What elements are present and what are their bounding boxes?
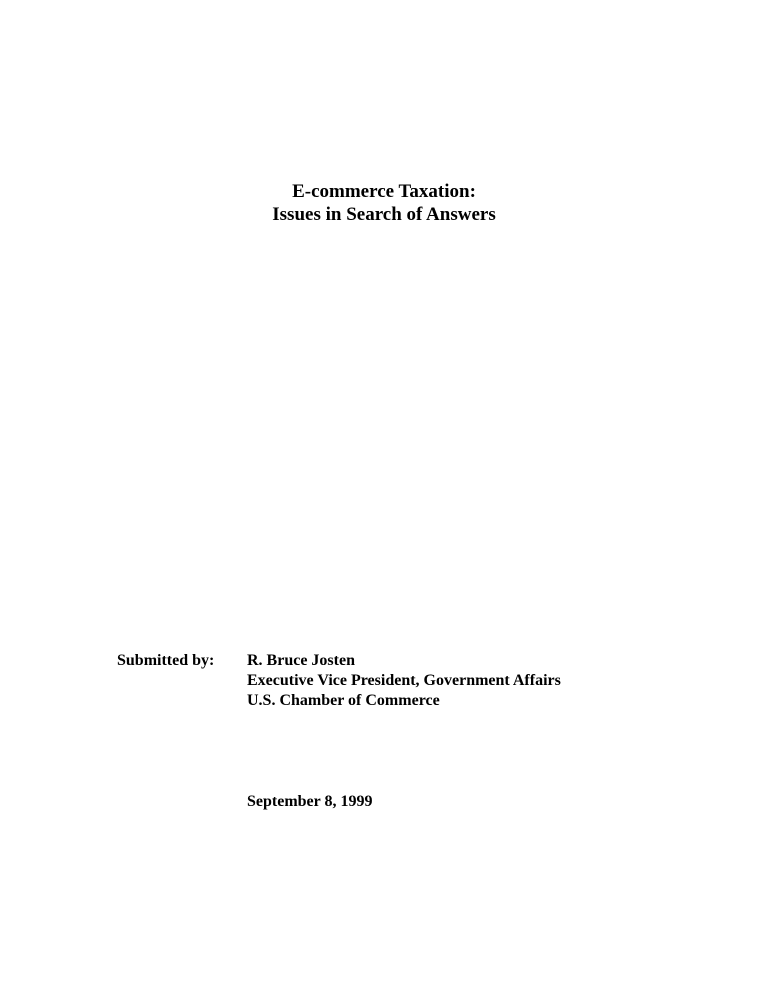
title-line-1: E-commerce Taxation: xyxy=(292,181,476,202)
submitted-by-label: Submitted by: xyxy=(117,652,215,669)
submitter-position: Executive Vice President, Government Affairs xyxy=(247,672,561,689)
title-line-2: Issues in Search of Answers xyxy=(272,204,496,225)
submission-date: September 8, 1999 xyxy=(247,793,373,810)
document-title xyxy=(0,180,768,226)
submitter-name: R. Bruce Josten xyxy=(247,652,355,669)
submitter-details xyxy=(247,651,561,711)
submitter-organization: U.S. Chamber of Commerce xyxy=(247,692,440,709)
